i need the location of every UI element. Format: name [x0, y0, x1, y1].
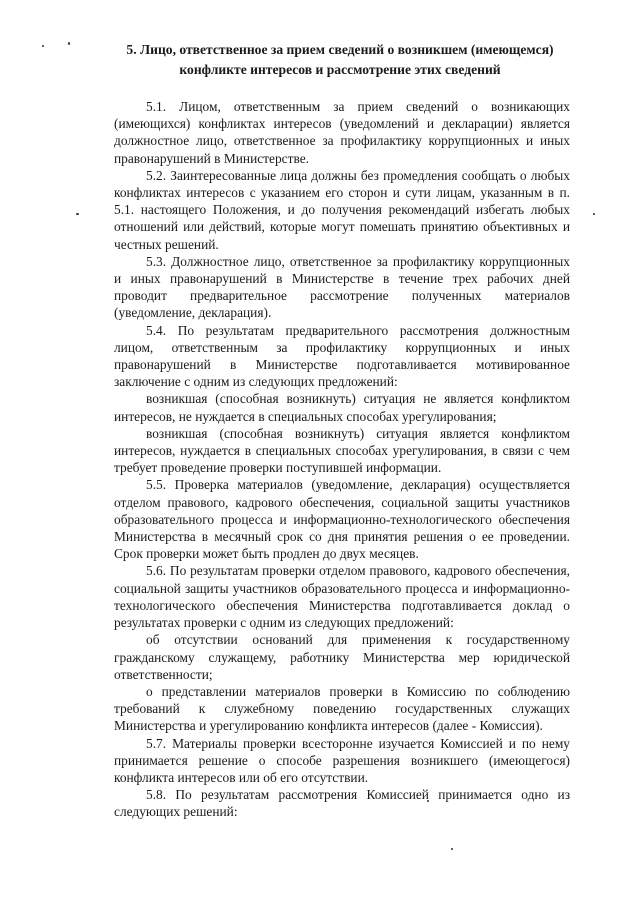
- paragraph-5-2: 5.2. Заинтересованные лица должны без промедления сообщать о любых конфликтах интересов с указанием его сторон и сути лицам, указанным в п. 5.1. настоящего Положения, и до получения рекомендаций избегать любых отношений или действий, которые могут помешать принятию объективных и честных решений.: [114, 167, 570, 252]
- paragraph-5-6: 5.6. По результатам проверки отделом правового, кадрового обеспечения, социальной защиты участников образовательного процесса и информационно-технологического обеспечения Министерства подготавливается доклад о результатах проверки с одним из следующих предложений:: [114, 563, 570, 631]
- paragraph-5-4-option-2: возникшая (способная возникнуть) ситуация является конфликтом интересов, нуждается в специальных способах урегулирования, в связи с чем требует проведение проверки поступившей информации.: [114, 425, 570, 476]
- scan-speck: [451, 848, 453, 850]
- scan-speck: [593, 213, 595, 215]
- paragraph-5-7: 5.7. Материалы проверки всесторонне изучается Комиссией и по нему принимается решение о способе разрешения возникшего (имеющегося) конфликта интересов или об его отсутствии.: [114, 735, 570, 785]
- section-title: [80, 40, 600, 80]
- section-title-line-2: конфликте интересов и рассмотрение этих сведений: [179, 62, 501, 77]
- paragraph-5-5: 5.5. Проверка материалов (уведомление, декларация) осуществляется отделом правового, кадрового обеспечения, социальной защиты участников образовательного процесса и информационно-технологического обеспечения Министерства в месячный срок со дня принятия решения о ее проведении. Срок проверки может быть продлен до двух месяцев.: [114, 477, 570, 562]
- paragraph-5-1: 5.1. Лицом, ответственным за прием сведений о возникающих (имеющихся) конфликтах интересов (уведомлений и декларации) является должностное лицо, ответственное за профилактику коррупционных и иных правонарушений в Министерстве.: [114, 99, 570, 166]
- paragraph-5-4: 5.4. По результатам предварительного рассмотрения должностным лицом, ответственным за профилактику коррупционных и иных правонарушений в Министерстве подготавливается мотивированное заключение с одним из следующих предложений:: [114, 322, 570, 390]
- paragraph-5-6-option-2: о представлении материалов проверки в Комиссию по соблюдению требований к служебному поведению государственных служащих Министерства и урегулированию конфликта интересов (далее - Комиссия).: [114, 683, 570, 734]
- document-body: [114, 98, 570, 821]
- paragraph-5-3: 5.3. Должностное лицо, ответственное за профилактику коррупционных и иных правонарушений в Министерстве в течение трех рабочих дней проводит предварительное рассмотрение полученных материалов (уведомление, декларация).: [114, 253, 570, 321]
- section-title-line-1: 5. Лицо, ответственное за прием сведений о возникшем (имеющемся): [126, 42, 554, 57]
- paragraph-5-4-option-1: возникшая (способная возникнуть) ситуация не является конфликтом интересов, не нуждается в специальных способах урегулирования;: [114, 391, 570, 424]
- scan-speck: [76, 213, 79, 215]
- paragraph-5-8: 5.8. По результатам рассмотрения Комиссией принимается одно из следующих решений:: [114, 787, 570, 820]
- scan-speck: [42, 45, 44, 47]
- paragraph-5-6-option-1: об отсутствии оснований для применения к государственному гражданскому служащему, работнику Министерства мер юридической ответственности;: [114, 632, 570, 682]
- scan-speck: [68, 42, 70, 45]
